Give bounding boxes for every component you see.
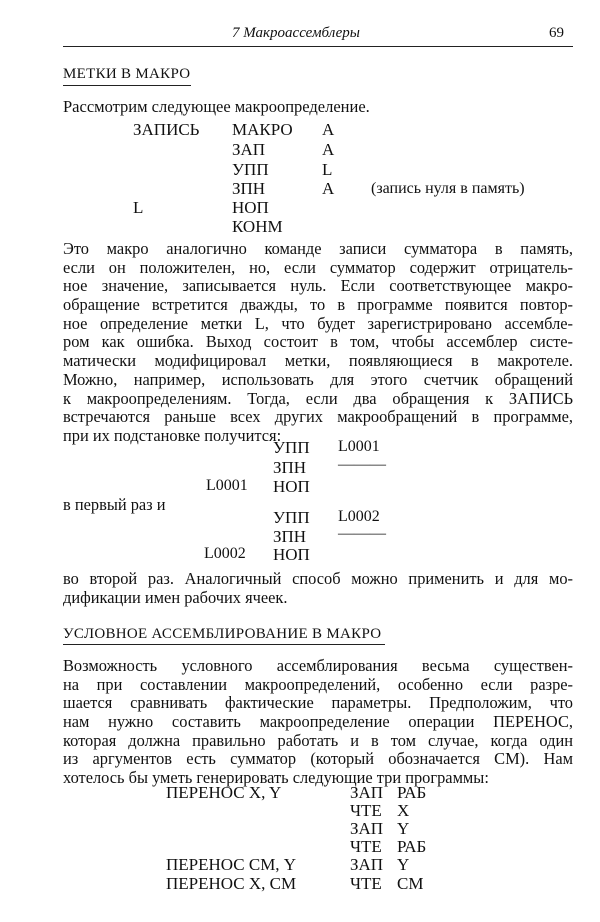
- text-line: из аргументов есть сумматор (который обозначается СМ). Нам: [63, 749, 573, 769]
- expansion-arg: ———: [338, 456, 386, 473]
- macro-label: L: [133, 198, 144, 217]
- text-line: при их подстановке получится:: [63, 425, 282, 445]
- text-line: матически модифицировал метки, появляющиеся в макротеле.: [63, 351, 573, 371]
- program-arg: X: [397, 801, 410, 820]
- program-arg: РАБ: [397, 837, 427, 856]
- running-header-title: 7 Макроассемблеры: [232, 25, 360, 41]
- macro-op: КОНМ: [232, 217, 283, 236]
- paragraph-conditional: [63, 657, 573, 788]
- paragraph-labels: [63, 240, 573, 446]
- expansion-label: L0001: [206, 477, 248, 494]
- macro-arg: L: [322, 160, 333, 179]
- program-arg: РАБ: [397, 783, 427, 802]
- macro-op: УПП: [232, 160, 269, 179]
- program-arg: СМ: [397, 874, 424, 893]
- program-op: ЗАП: [350, 783, 384, 802]
- text-line: во второй раз. Аналогичный способ можно применить и для мо-: [63, 569, 573, 588]
- expansion-arg: L0002: [338, 508, 380, 525]
- text-line: Можно, например, использовать для этого счетчик обращений: [63, 369, 573, 389]
- paragraph-after-expansions: [63, 570, 573, 607]
- text-line: если он положителен, но, если сумматор содержит отрицатель-: [63, 257, 573, 277]
- text-line: встречаются раньше всех других макрообращений в программе,: [63, 407, 573, 427]
- macro-label: ЗАПИСЬ: [133, 120, 200, 139]
- macro-call: ПЕРЕНОС X, СМ: [166, 874, 297, 893]
- program-arg: Y: [397, 819, 410, 838]
- expansion-op: УПП: [273, 438, 310, 457]
- section-title-underline: [63, 85, 191, 86]
- macro-op: ЗАП: [232, 140, 266, 159]
- text-line: нам нужно составить макроопределение операции ПЕРЕНОС,: [63, 712, 573, 732]
- text-line: которая должна правильно работать и в том случае, когда один: [63, 730, 573, 750]
- section-title-underline: [63, 644, 385, 645]
- expansion-arg: ———: [338, 525, 386, 542]
- expansion-arg: L0001: [338, 438, 380, 455]
- text-line: ное определение метки L, что будет зарегистрировано ассембле-: [63, 313, 573, 333]
- expansion-label: L0002: [204, 545, 246, 562]
- macro-arg: А: [322, 179, 335, 198]
- macro-comment: (запись нуля в память): [371, 180, 525, 197]
- program-op: ЧТЕ: [350, 874, 382, 893]
- text-line: Возможность условного ассемблирования весьма существен-: [63, 656, 573, 675]
- expansion-op: ЗПН: [273, 527, 307, 546]
- text-line: ное значение, записывается нуль. Если соответствующее макро-: [63, 276, 573, 296]
- macro-arg: А: [322, 120, 335, 139]
- program-op: ЧТЕ: [350, 801, 382, 820]
- section-title-conditional-assembly: УСЛОВНОЕ АССЕМБЛИРОВАНИЕ В МАКРО: [63, 626, 382, 642]
- text-line: дификации имен рабочих ячеек.: [63, 587, 288, 607]
- macro-op: ЗПН: [232, 179, 266, 198]
- macro-op: НОП: [232, 198, 269, 217]
- program-op: ЗАП: [350, 819, 384, 838]
- expansion-op: ЗПН: [273, 458, 307, 477]
- text-line: на при составлении макроопределений, особенно если разре-: [63, 674, 573, 694]
- text-line: Это макро аналогично команде записи сумматора в память,: [63, 239, 573, 258]
- text-line: шается сравнивать фактические параметры. Предположим, что: [63, 693, 573, 713]
- intro-sentence: Рассмотрим следующее макроопределение.: [63, 97, 370, 116]
- header-rule: [63, 46, 573, 47]
- program-op: ЗАП: [350, 855, 384, 874]
- page-number: 69: [549, 25, 564, 41]
- macro-call: ПЕРЕНОС СМ, Y: [166, 855, 297, 874]
- expansion-op: НОП: [273, 545, 310, 564]
- macro-call: ПЕРЕНОС X, Y: [166, 783, 282, 802]
- text-line: хотелось бы уметь генерировать следующие три программы:: [63, 768, 489, 788]
- macro-arg: А: [322, 140, 335, 159]
- text-line: к макроопределениям. Тогда, если два обращения к ЗАПИСЬ: [63, 388, 573, 408]
- macro-op: МАКРО: [232, 120, 293, 139]
- text-line: обращение встретится дважды, то в программе появится повтор-: [63, 295, 573, 315]
- program-op: ЧТЕ: [350, 837, 382, 856]
- text-line: ром как ошибка. Выход состоит в том, чтобы ассемблер систе-: [63, 332, 573, 352]
- expansion-op: УПП: [273, 508, 310, 527]
- expansion-op: НОП: [273, 477, 310, 496]
- section-title-labels-in-macro: МЕТКИ В МАКРО: [63, 66, 191, 82]
- program-arg: Y: [397, 855, 410, 874]
- between-text: в первый раз и: [63, 495, 166, 514]
